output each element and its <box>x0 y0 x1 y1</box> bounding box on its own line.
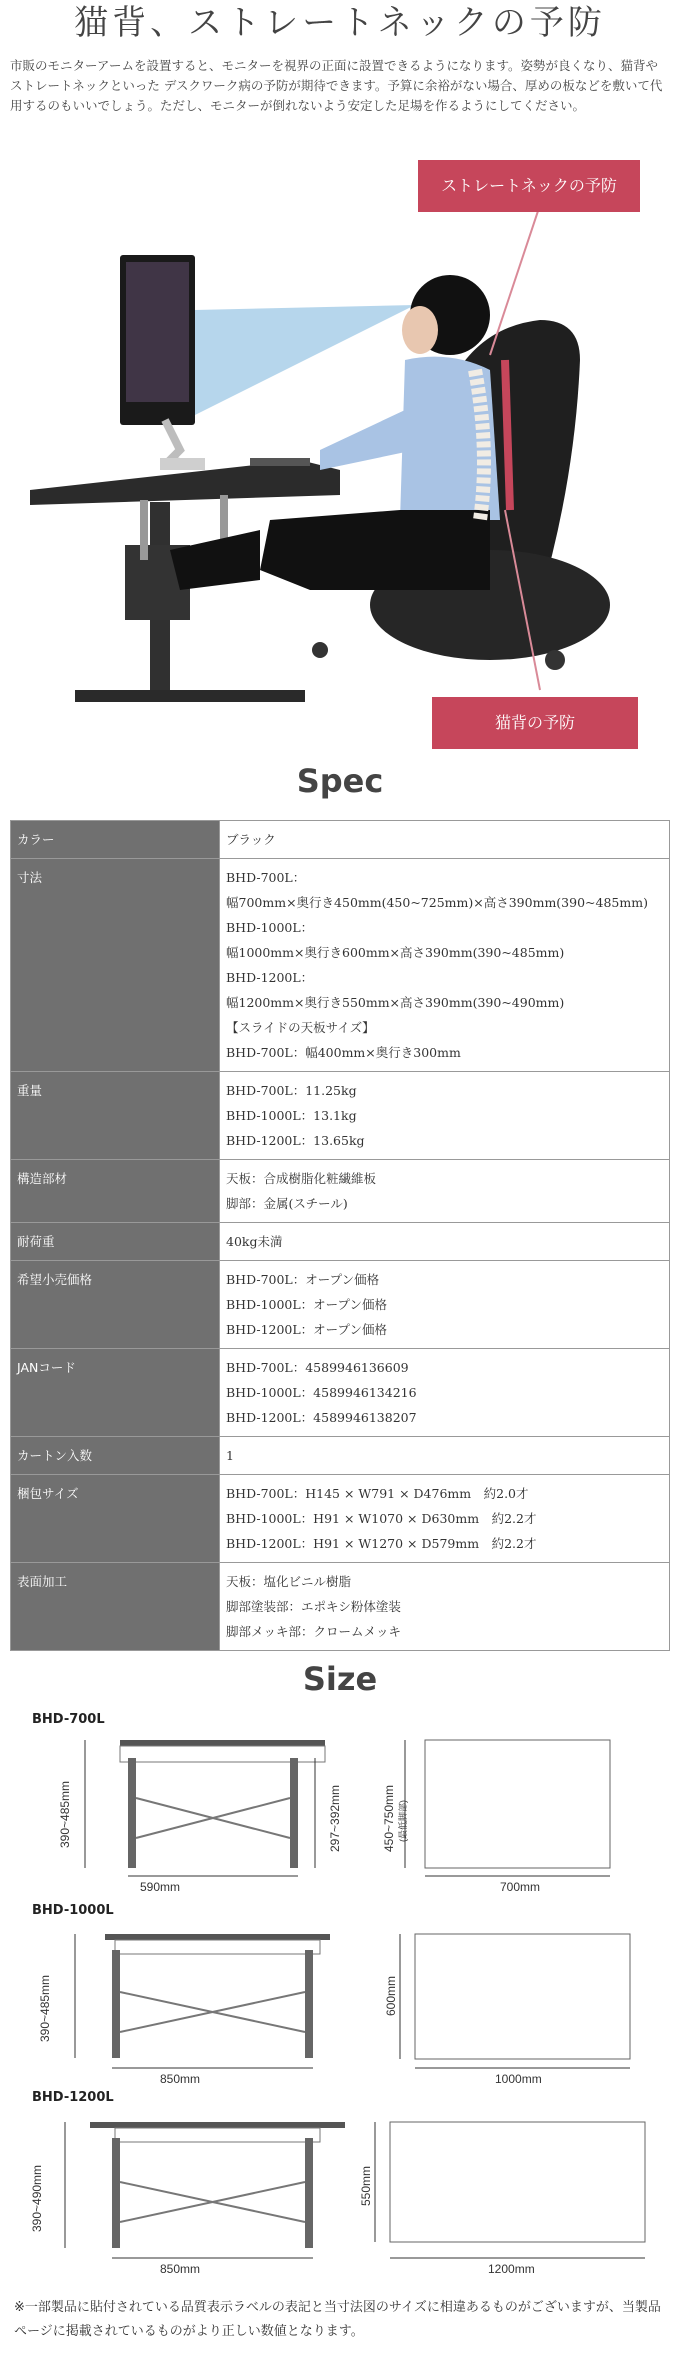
spec-value-line: BHD-700L：オープン価格 <box>226 1272 380 1287</box>
top-view-1200 <box>375 2122 645 2258</box>
spec-table <box>10 820 670 1651</box>
model-label-700: BHD-700L <box>32 1712 105 1727</box>
dim-1200-top-width: 1200mm <box>488 2262 535 2276</box>
front-view-1000 <box>75 1934 330 2068</box>
dim-1000-front-width: 850mm <box>160 2072 201 2086</box>
spec-value <box>220 1563 670 1651</box>
page-title: 猫背、ストレートネックの予防 <box>74 3 606 43</box>
spec-value-line: 天板：合成樹脂化粧繊維板 <box>226 1171 377 1186</box>
spec-row <box>11 1437 670 1475</box>
dim-700-slide-height: 297~392mm <box>328 1784 342 1852</box>
spec-value <box>220 1261 670 1349</box>
spec-value-line: 脚部塗装部：エポキシ粉体塗装 <box>226 1599 401 1614</box>
spec-row <box>11 1349 670 1437</box>
spec-value <box>220 1160 670 1223</box>
dim-1000-depth: 600mm <box>384 1975 398 2016</box>
spec-value-line: 1 <box>226 1448 234 1463</box>
keyboard <box>250 458 310 466</box>
dim-1200-height: 390~490mm <box>30 2164 44 2232</box>
spec-value-line: BHD-700L：H145 × W791 × D476mm 約2.0才 <box>226 1486 529 1501</box>
spec-value-line: 脚部：金属(スチール) <box>226 1196 348 1211</box>
view-cone <box>195 305 415 415</box>
dim-1200-front-width: 850mm <box>160 2262 201 2276</box>
dim-1000-height: 390~485mm <box>38 1974 52 2042</box>
spec-row <box>11 1160 670 1223</box>
spec-value <box>220 1475 670 1563</box>
spec-label: カラー <box>11 821 220 859</box>
spec-value-line: 脚部メッキ部：クロームメッキ <box>226 1624 402 1639</box>
spec-value-line: 幅700mm×奥行き450mm(450~725mm)×高さ390mm(390~485mm) <box>226 895 648 910</box>
posture-line <box>505 360 510 510</box>
spec-value-line: BHD-1200L：13.65kg <box>226 1133 365 1148</box>
spec-value-line: 40kg未満 <box>226 1234 283 1249</box>
spec-value-line: 【スライドの天板サイズ】 <box>226 1020 375 1035</box>
spec-value-line: 幅1000mm×奥行き600mm×高さ390mm(390~485mm) <box>226 945 565 960</box>
top-view-700 <box>405 1740 610 1876</box>
hero-illustration <box>20 150 660 730</box>
spec-value-line: BHD-700L：4589946136609 <box>226 1360 409 1375</box>
spec-row <box>11 859 670 1072</box>
spec-row <box>11 821 670 859</box>
spec-row <box>11 1223 670 1261</box>
spec-value-line: BHD-700L：幅400mm×奥行き300mm <box>226 1045 461 1060</box>
model-label-1200: BHD-1200L <box>32 2090 114 2105</box>
spec-value <box>220 821 670 859</box>
spec-label: 耐荷重 <box>11 1223 220 1261</box>
spec-value-line: 幅1200mm×奥行き550mm×高さ390mm(390~490mm) <box>226 995 565 1010</box>
spec-label: 梱包サイズ <box>11 1475 220 1563</box>
spec-row <box>11 1475 670 1563</box>
spec-value-line: ブラック <box>226 832 276 847</box>
spec-value <box>220 859 670 1072</box>
person-legs <box>260 510 490 590</box>
dim-700-height: 390~485mm <box>58 1780 72 1848</box>
spec-row <box>11 1261 670 1349</box>
spec-value <box>220 1437 670 1475</box>
spec-value-line: BHD-700L：11.25kg <box>226 1083 357 1098</box>
spec-value-line: BHD-1000L： <box>226 920 314 935</box>
spec-label: JANコード <box>11 1349 220 1437</box>
spec-value <box>220 1349 670 1437</box>
spec-value-line: BHD-1200L： <box>226 970 314 985</box>
dim-700-front-width: 590mm <box>140 1880 181 1894</box>
spec-value <box>220 1223 670 1261</box>
spec-value-line: BHD-1000L：H91 × W1070 × D630mm 約2.2才 <box>226 1511 537 1526</box>
diagram-1200 <box>20 2110 660 2265</box>
spec-value-line: BHD-1200L：4589946138207 <box>226 1410 417 1425</box>
dim-700-depth: 450~750mm (最低脚部) <box>382 1784 408 1852</box>
spec-value-line: BHD-1000L：オープン価格 <box>226 1297 388 1312</box>
spec-label: 希望小売価格 <box>11 1261 220 1349</box>
footnote: ※一部製品に貼付されている品質表示ラベルの表記と当寸法図のサイズに相違あるものがございますが、当製品ページに掲載されているものがより正しい数値となります。 <box>14 2300 661 2339</box>
spec-row <box>11 1072 670 1160</box>
spec-value-line: BHD-1000L：13.1kg <box>226 1108 357 1123</box>
spec-value <box>220 1072 670 1160</box>
spec-value-line: 天板：塩化ビニル樹脂 <box>226 1574 352 1589</box>
dim-1200-depth: 550mm <box>359 2165 373 2206</box>
spec-heading: Spec <box>296 762 384 800</box>
model-label-1000: BHD-1000L <box>32 1903 114 1918</box>
front-view-1200 <box>65 2122 345 2258</box>
spec-value-line: BHD-1200L：オープン価格 <box>226 1322 388 1337</box>
spec-value-line: BHD-1000L：4589946134216 <box>226 1385 417 1400</box>
dim-700-top-width: 700mm <box>500 1880 541 1894</box>
spec-label: 構造部材 <box>11 1160 220 1223</box>
spec-label: 重量 <box>11 1072 220 1160</box>
spec-label: 寸法 <box>11 859 220 1072</box>
intro-text: 市販のモニターアームを設置すると、モニターを視界の正面に設置できるようになります。姿勢が良くなり、猫背やストレートネックといった デスクワーク病の予防が期待できます。予算に余裕がない場合、厚めの板などを敷いて代用するのもいいでしょう。ただし、モニターが倒れないよう安定した足場を作るようにしてください。 <box>10 58 663 113</box>
diagram-1000 <box>20 1922 660 2072</box>
spec-label: 表面加工 <box>11 1563 220 1651</box>
spec-value-line: BHD-700L： <box>226 870 306 885</box>
callout-straight-neck: ストレートネックの予防 <box>418 160 640 212</box>
dim-1000-top-width: 1000mm <box>495 2072 542 2086</box>
size-heading: Size <box>302 1660 378 1698</box>
callout-hunchback: 猫背の予防 <box>432 697 638 749</box>
spec-row <box>11 1563 670 1651</box>
spec-value-line: BHD-1200L：H91 × W1270 × D579mm 約2.2才 <box>226 1536 537 1551</box>
top-view-1000 <box>400 1934 630 2068</box>
spec-label: カートン入数 <box>11 1437 220 1475</box>
